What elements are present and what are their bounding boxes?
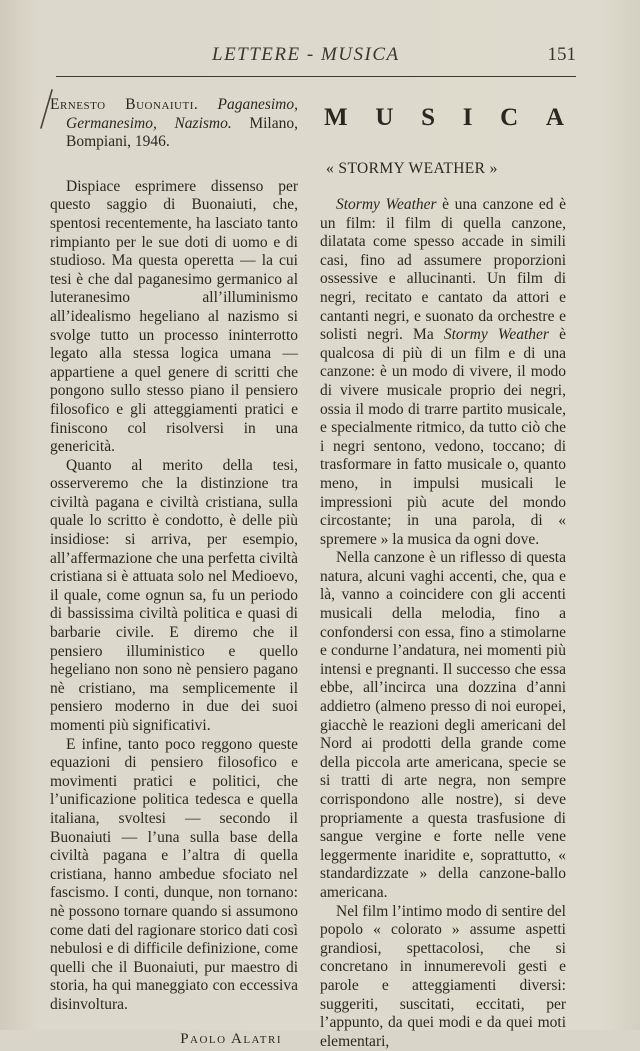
article-text: è qualcosa di più di un film e di una canzone: è un modo di vivere, il modo di vivere musicale proprio dei negri, ossia il modo di trarre partito musicale, e specialmente ritmico, da tutto ciò che i negri sentono, vedono, toccano; di trasformare in fatto musicale o, quanto meno, in impulsi musicali le impressioni più acute del mondo circostante; in una parola, di « spremere » la musica da ogni dove. xyxy=(320,326,566,548)
article-paragraph-2: Nella canzone è un riflesso di questa natura, alcuni vaghi accenti, che, qua e là, vanno a coincidere con gli accenti musicali della melodia, fino a confondersi con essa, fino a stimolarne e condurne l’andatura, nei momenti più intensi e pregnanti. Il successo che essa ebbe, all’incirca una dozzina d’anni addietro (almeno presso di noi europei, giacchè le reazioni degli americani del Nord ai prodotti della grande come della piccola arte americana, specie se si tratti di arte negra, non sempre corrispondono alle nostre), si deve propriamente a questa trasfusione di sangue vergine e forte nelle vene leggermente inaridite e, soprattutto, « standardizzate » della canzone-ballo americana. xyxy=(320,549,566,901)
article-text: è una canzone ed è un film: il film di quella canzone, dilatata come spesso accade in simili casi, fino ad assumere proporzioni ossessive e allucinanti. Un film di negri, recitato e cantato da attori e cantanti negri, e suonato da orchestre e solisti negri. Ma xyxy=(320,196,566,344)
book-title: Paganesimo, Germanesimo, Nazismo. xyxy=(66,96,299,132)
film-title: Stormy Weather xyxy=(443,326,549,344)
book-review-column xyxy=(50,96,298,1048)
book-reference xyxy=(50,96,298,152)
review-paragraph-1: Dispiace esprimere dissenso per questo saggio di Buonaiuti, che, spentosi recentemente, ha lasciato tanto rimpianto per le sue doti di uomo e di studioso. Ma questa operetta — la cui tesi è che dal paganesimo germanico al luteranesimo all’illuminismo all’idealismo hegeliano al nazismo si svolge tutto un processo ininterrotto legato alla stessa logica umana — appartiene a quel genere di scritti che pongono sullo stesso piano il pensiero filosofico e gli atteggiamenti pratici e finiscono col risolversi in una genericità. xyxy=(50,177,298,456)
article-paragraph-1 xyxy=(320,196,566,549)
heading-letter: M xyxy=(324,104,350,131)
music-column xyxy=(320,96,566,1051)
film-title: Stormy Weather xyxy=(336,196,437,213)
review-signature: Paolo Alatri xyxy=(180,1030,282,1047)
article-title: « STORMY WEATHER » xyxy=(326,160,498,177)
header-rule xyxy=(56,76,576,77)
heading-letter: I xyxy=(462,104,475,131)
page-number: 151 xyxy=(547,44,576,65)
review-paragraph-2: Quanto al merito della tesi, osserveremo che la distinzione tra civiltà pagana e civiltà cristiana, sulla quale lo scritto è condotto, è delle più insidiose: si arriva, per esempio, all’affermazione che una perfetta civiltà cristiana si è attuata solo nel Medioevo, il quale, come ognun sa, fu un periodo di bassissima civiltà politica e quasi di barbarie civile. E diremo che il pensiero illuministico e quello hegeliano non sono nè pensiero pagano nè cristiano, ma semplicemente il pensiero moderno in due dei suoi momenti più significativi. xyxy=(50,456,298,734)
book-author: Ernesto Buonaiuti. xyxy=(50,96,199,113)
review-paragraph-3: E infine, tanto poco reggono queste equazioni di pensiero filosofico e movimenti pratici e politici, che l’unificazione politica tedesca e quella italiana, svoltesi — secondo il Buonaiuti — l’una sulla base della civiltà pagana e l’altra di quella cristiana, hanno ambedue sfociato nel fascismo. I conti, dunque, non tornano: nè possono tornare quando si assumono come dati del ragionare storico dati così nebulosi e di difficile definizione, come quelli che il Buonaiuti, pur maestro di storia, ha qui maneggiato con eccessiva disinvoltura. xyxy=(50,735,298,1013)
heading-letter: S xyxy=(421,104,437,131)
book-publisher: Milano, Bompiani, 1946. xyxy=(66,114,298,151)
section-title: LETTERE - MUSICA xyxy=(212,44,400,65)
heading-letter: A xyxy=(545,104,566,131)
heading-letter: C xyxy=(500,104,521,131)
musica-heading xyxy=(324,104,566,132)
running-head xyxy=(56,40,576,76)
article-paragraph-3: Nel film l’intimo modo di sentire del popolo « colorato » assume aspetti grandiosi, spettacolosi, che si concretano in innumerevoli gesti e parole e atteggiamenti diversi: suggeriti, suscitati, eccitati, per l’appunto, da quei modi e da quei moti elementari, xyxy=(320,902,566,1050)
heading-letter: U xyxy=(375,104,396,131)
